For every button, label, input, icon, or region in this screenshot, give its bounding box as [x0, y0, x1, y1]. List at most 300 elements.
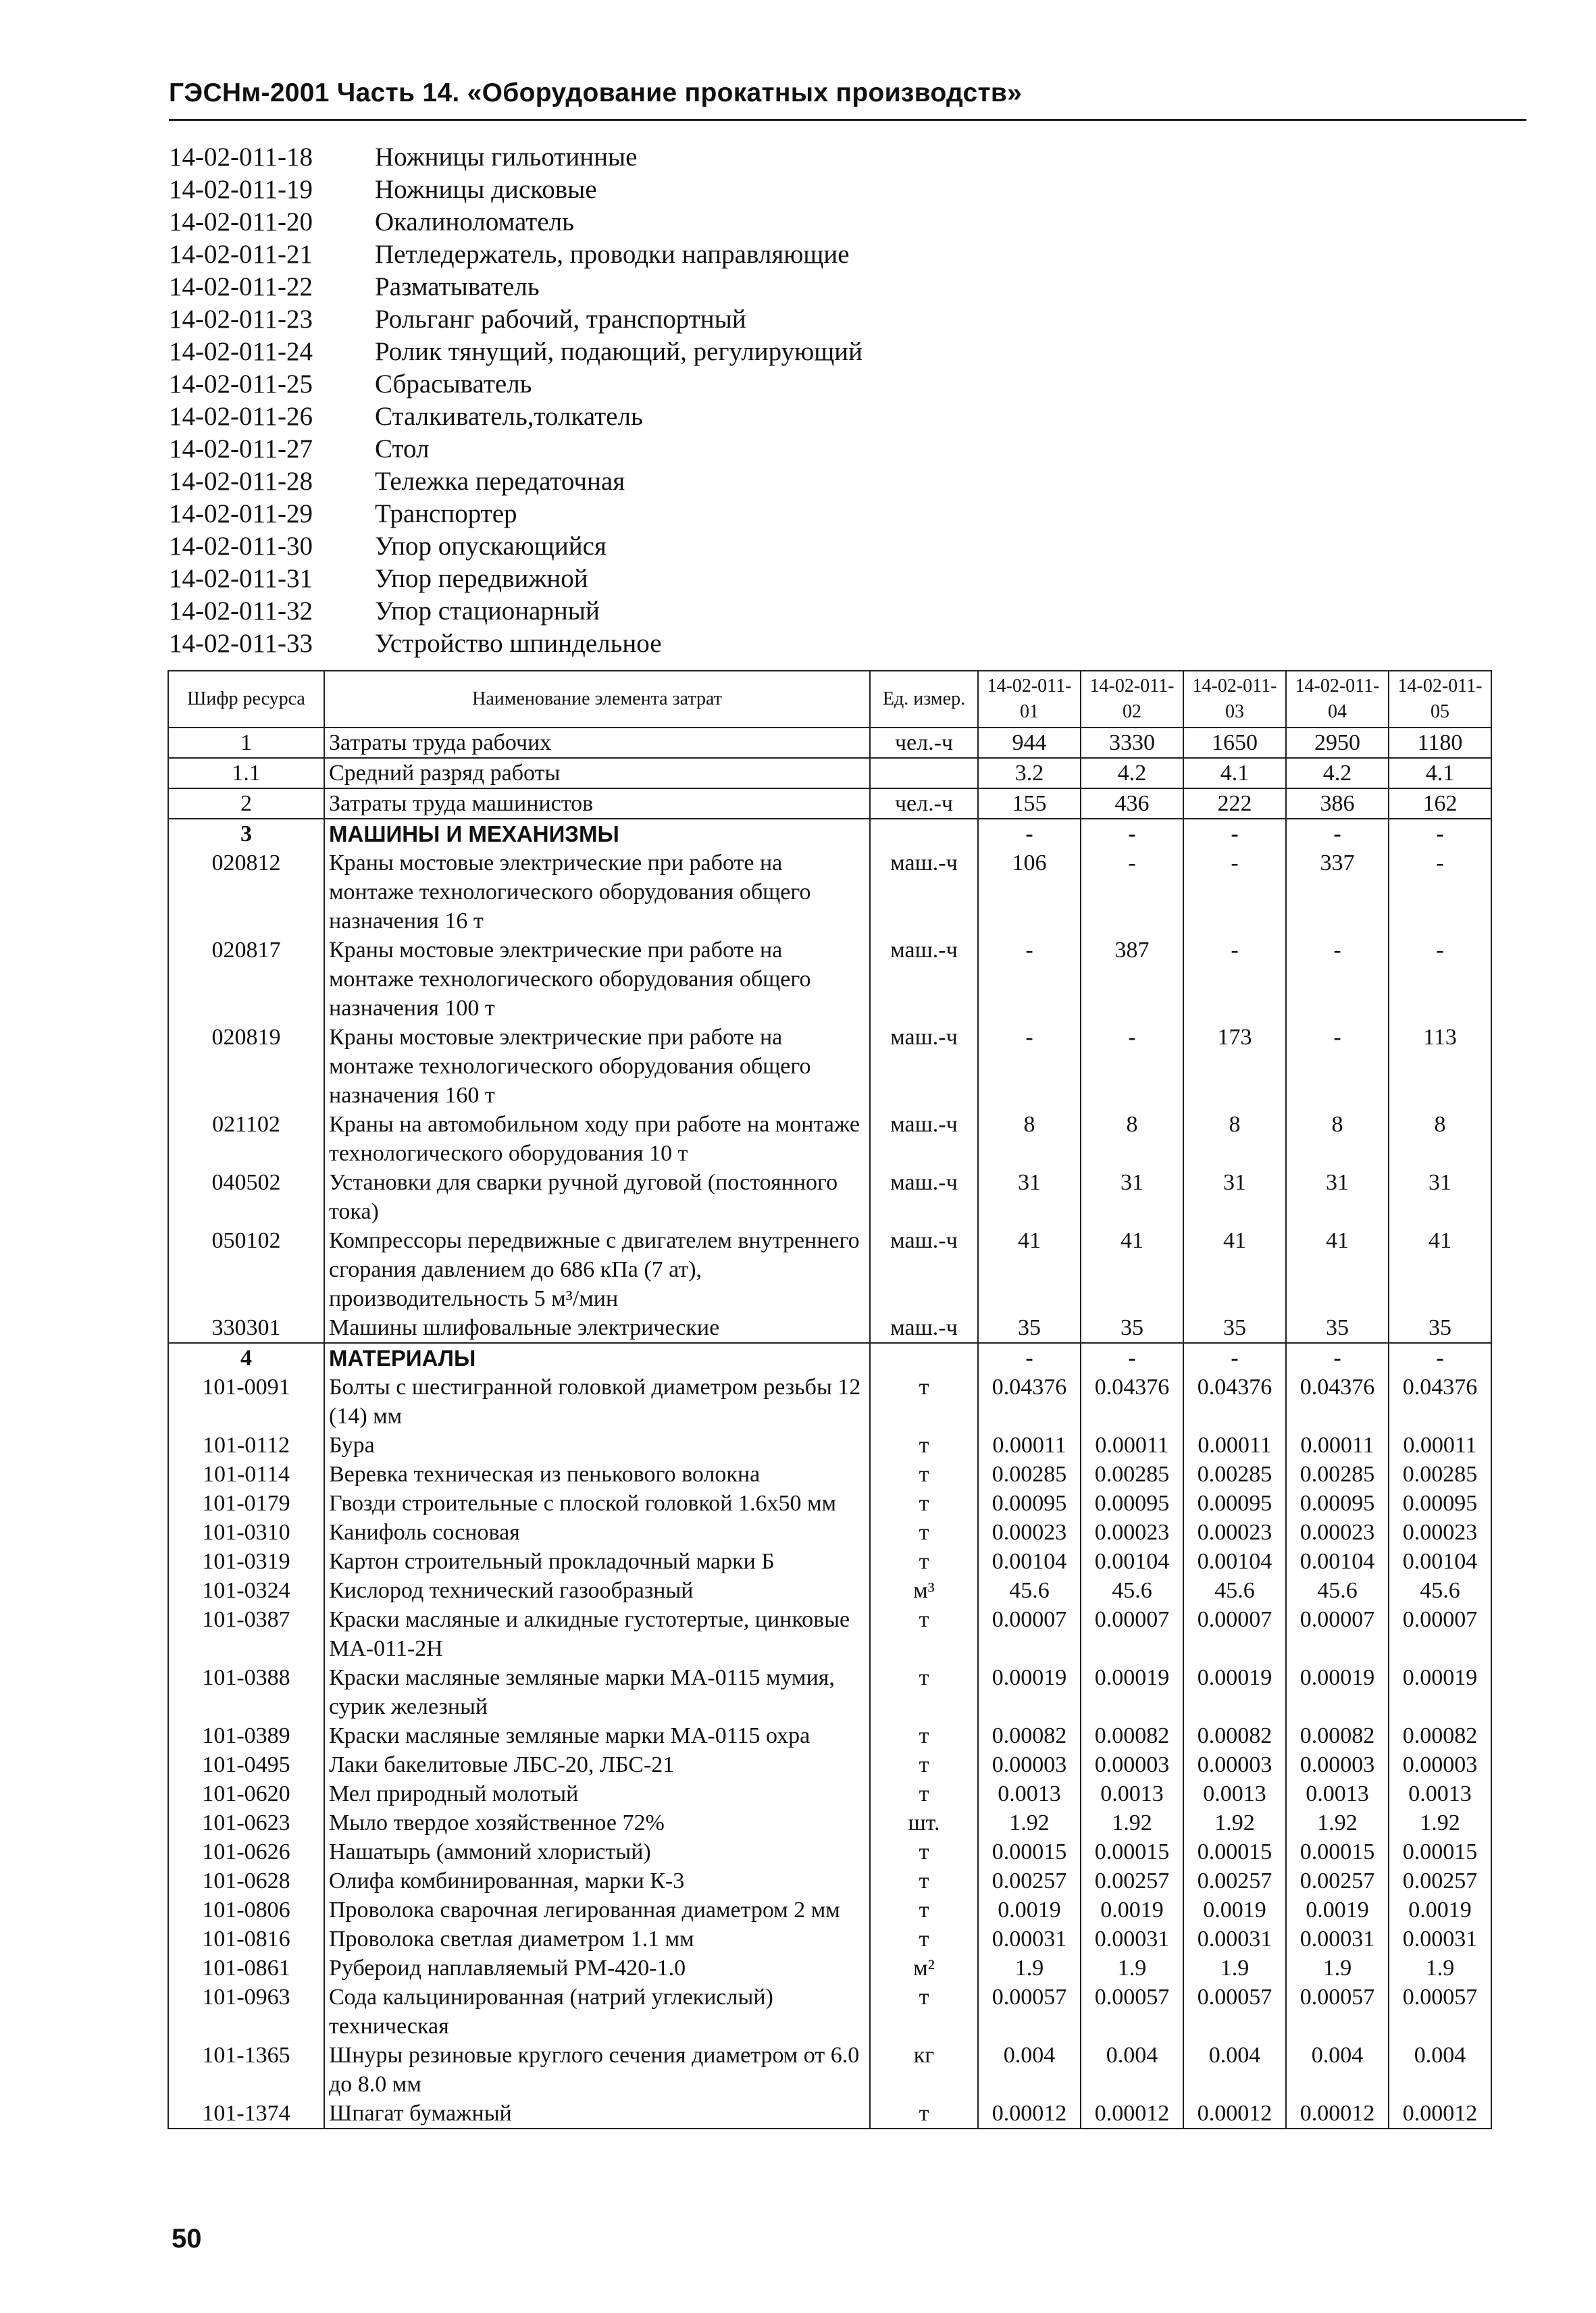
- value-cell: 0.04376: [1183, 1373, 1286, 1431]
- value-cell: 0.00285: [1389, 1460, 1491, 1489]
- value-cell: 0.00007: [1389, 1605, 1491, 1663]
- value-cell: 0.00011: [1183, 1431, 1286, 1460]
- value-cell: 0.00082: [1389, 1721, 1491, 1750]
- value-cell: 386: [1286, 788, 1389, 819]
- unit-cell: т: [870, 1837, 978, 1866]
- value-cell: 0.00095: [1389, 1489, 1491, 1518]
- unit-cell: [870, 758, 978, 788]
- table-row: [168, 1779, 1491, 1808]
- value-cell: 8: [1286, 1110, 1389, 1168]
- value-cell: 0.00104: [1389, 1547, 1491, 1576]
- code-list-name: Петледержатель, проводки направляющие: [375, 239, 850, 269]
- unit-cell: т: [870, 1431, 978, 1460]
- value-cell: -: [1389, 848, 1491, 936]
- value-cell: 0.00082: [978, 1721, 1081, 1750]
- value-cell: 0.00007: [978, 1605, 1081, 1663]
- value-cell: 0.00023: [1389, 1518, 1491, 1547]
- value-cell: 8: [1183, 1110, 1286, 1168]
- value-cell: -: [1183, 848, 1286, 936]
- cost-element-name: Краски масляные и алкидные густотертые, цинковые МА-011-2Н: [324, 1605, 870, 1663]
- value-cell: -: [978, 1343, 1081, 1373]
- resource-code: 101-0179: [168, 1489, 324, 1518]
- page-header: ГЭСНм-2001 Часть 14. «Оборудование прокатных производств»: [169, 78, 1023, 107]
- value-cell: 0.0019: [1286, 1896, 1389, 1925]
- value-cell: 0.0013: [1183, 1779, 1286, 1808]
- table-row: [168, 1226, 1491, 1313]
- unit-cell: маш.-ч: [870, 1168, 978, 1226]
- value-cell: 387: [1081, 936, 1183, 1023]
- cost-element-name: Сода кальцинированная (натрий углекислый) техническая: [324, 1983, 870, 2041]
- value-cell: 35: [1081, 1313, 1183, 1343]
- value-cell: 0.00104: [1286, 1547, 1389, 1576]
- resource-code: 101-0626: [168, 1837, 324, 1866]
- resource-code: 101-0114: [168, 1460, 324, 1489]
- cost-element-name: Шнуры резиновые круглого сечения диаметром от 6.0 до 8.0 мм: [324, 2041, 870, 2099]
- code-list-code: 14-02-011-18: [169, 142, 313, 172]
- table-row: [168, 2099, 1491, 2129]
- value-cell: 1.9: [1081, 1954, 1183, 1983]
- value-cell: 35: [1389, 1313, 1491, 1343]
- header-col-4: 14-02-011-04: [1286, 671, 1389, 728]
- value-cell: 1.9: [1286, 1954, 1389, 1983]
- value-cell: 0.0013: [978, 1779, 1081, 1808]
- table-row: [168, 1489, 1491, 1518]
- table-row: [168, 1925, 1491, 1954]
- table-row: [168, 758, 1491, 788]
- value-cell: 1.92: [1389, 1808, 1491, 1837]
- value-cell: 1.92: [978, 1808, 1081, 1837]
- value-cell: 0.00007: [1081, 1605, 1183, 1663]
- unit-cell: маш.-ч: [870, 1226, 978, 1313]
- value-cell: 0.00031: [978, 1925, 1081, 1954]
- resource-code: 040502: [168, 1168, 324, 1226]
- value-cell: 0.0019: [978, 1896, 1081, 1925]
- value-cell: 0.00285: [1081, 1460, 1183, 1489]
- value-cell: 0.00257: [978, 1866, 1081, 1896]
- value-cell: 3.2: [978, 758, 1081, 788]
- code-list-code: 14-02-011-32: [169, 596, 313, 626]
- code-list-item: [169, 141, 1520, 173]
- unit-cell: маш.-ч: [870, 1110, 978, 1168]
- resource-code: 021102: [168, 1110, 324, 1168]
- value-cell: 0.004: [1389, 2041, 1491, 2099]
- value-cell: -: [978, 936, 1081, 1023]
- cost-element-name: Краны мостовые электрические при работе на монтаже технологического оборудования общего назначения 160 т: [324, 1023, 870, 1110]
- resource-code: 101-0387: [168, 1605, 324, 1663]
- value-cell: 31: [978, 1168, 1081, 1226]
- table-row: [168, 1168, 1491, 1226]
- code-list-code: 14-02-011-21: [169, 239, 313, 269]
- resource-code: 020817: [168, 936, 324, 1023]
- value-cell: -: [1081, 819, 1183, 848]
- unit-cell: т: [870, 1547, 978, 1576]
- cost-element-name: Кислород технический газообразный: [324, 1576, 870, 1605]
- value-cell: 0.00095: [1183, 1489, 1286, 1518]
- value-cell: 0.00003: [1286, 1750, 1389, 1779]
- unit-cell: т: [870, 1489, 978, 1518]
- value-cell: 0.04376: [1389, 1373, 1491, 1431]
- unit-cell: [870, 819, 978, 848]
- code-list-item: [169, 303, 1520, 335]
- code-list-name: Устройство шпиндельное: [375, 628, 662, 658]
- value-cell: 0.0013: [1389, 1779, 1491, 1808]
- resource-code: 101-0628: [168, 1866, 324, 1896]
- value-cell: 1.92: [1286, 1808, 1389, 1837]
- cost-element-name: Лаки бакелитовые ЛБС-20, ЛБС-21: [324, 1750, 870, 1779]
- value-cell: 31: [1286, 1168, 1389, 1226]
- unit-cell: шт.: [870, 1808, 978, 1837]
- value-cell: 155: [978, 788, 1081, 819]
- resource-code: 4: [168, 1343, 324, 1373]
- code-list-item: [169, 627, 1520, 659]
- section-row: [168, 1343, 1491, 1373]
- unit-cell: т: [870, 1925, 978, 1954]
- resource-code: 101-0861: [168, 1954, 324, 1983]
- code-list-item: [169, 400, 1520, 432]
- page-number: 50: [172, 2224, 202, 2254]
- value-cell: 0.00012: [978, 2099, 1081, 2129]
- code-list-name: Ролик тянущий, подающий, регулирующий: [375, 336, 863, 366]
- value-cell: 0.00015: [978, 1837, 1081, 1866]
- code-list-name: Рольганг рабочий, транспортный: [375, 304, 746, 334]
- value-cell: 173: [1183, 1023, 1286, 1110]
- value-cell: 0.00003: [1183, 1750, 1286, 1779]
- code-list-item: [169, 594, 1520, 627]
- cost-element-name: Канифоль сосновая: [324, 1518, 870, 1547]
- table-row: [168, 1518, 1491, 1547]
- value-cell: 0.00019: [1183, 1663, 1286, 1721]
- table-row: [168, 1373, 1491, 1431]
- code-list-name: Транспортер: [375, 499, 517, 528]
- table-header-row: [168, 671, 1491, 728]
- value-cell: 4.2: [1286, 758, 1389, 788]
- code-list-name: Упор опускающийся: [375, 531, 607, 561]
- value-cell: 0.004: [1183, 2041, 1286, 2099]
- value-cell: 35: [1183, 1313, 1286, 1343]
- table-row: [168, 1023, 1491, 1110]
- value-cell: 0.0019: [1081, 1896, 1183, 1925]
- code-list-item: [169, 367, 1520, 400]
- value-cell: 0.04376: [1081, 1373, 1183, 1431]
- value-cell: 0.00082: [1081, 1721, 1183, 1750]
- value-cell: -: [1286, 936, 1389, 1023]
- value-cell: 0.00023: [1081, 1518, 1183, 1547]
- unit-cell: т: [870, 1663, 978, 1721]
- code-list-name: Ножницы дисковые: [375, 174, 597, 204]
- table-row: [168, 936, 1491, 1023]
- unit-cell: т: [870, 1721, 978, 1750]
- value-cell: 0.00019: [978, 1663, 1081, 1721]
- table-row: [168, 1750, 1491, 1779]
- value-cell: 0.00285: [1183, 1460, 1286, 1489]
- code-list-item: [169, 270, 1520, 303]
- value-cell: 8: [1081, 1110, 1183, 1168]
- value-cell: 0.00285: [1286, 1460, 1389, 1489]
- code-list-name: Окалиноломатель: [375, 207, 574, 236]
- value-cell: -: [1183, 1343, 1286, 1373]
- unit-cell: кг: [870, 2041, 978, 2099]
- cost-element-name: Шпагат бумажный: [324, 2099, 870, 2129]
- value-cell: 162: [1389, 788, 1491, 819]
- value-cell: 113: [1389, 1023, 1491, 1110]
- value-cell: 0.00095: [978, 1489, 1081, 1518]
- value-cell: 436: [1081, 788, 1183, 819]
- value-cell: 0.00015: [1183, 1837, 1286, 1866]
- value-cell: -: [978, 819, 1081, 848]
- value-cell: 35: [978, 1313, 1081, 1343]
- resource-code: 101-0310: [168, 1518, 324, 1547]
- resource-code: 101-0963: [168, 1983, 324, 2041]
- resource-code: 2: [168, 788, 324, 819]
- resource-code: 101-0112: [168, 1431, 324, 1460]
- value-cell: 0.00031: [1183, 1925, 1286, 1954]
- value-cell: -: [1389, 1343, 1491, 1373]
- unit-cell: чел.-ч: [870, 728, 978, 758]
- value-cell: 0.004: [978, 2041, 1081, 2099]
- value-cell: 1.92: [1183, 1808, 1286, 1837]
- value-cell: 41: [1389, 1226, 1491, 1313]
- value-cell: 0.00012: [1389, 2099, 1491, 2129]
- table-row: [168, 728, 1491, 758]
- unit-cell: маш.-ч: [870, 1313, 978, 1343]
- cost-element-name: Веревка техническая из пенькового волокна: [324, 1460, 870, 1489]
- value-cell: 0.00104: [978, 1547, 1081, 1576]
- value-cell: 0.00011: [1389, 1431, 1491, 1460]
- value-cell: 0.00015: [1081, 1837, 1183, 1866]
- resource-code: 101-0388: [168, 1663, 324, 1721]
- resource-code: 101-0623: [168, 1808, 324, 1837]
- code-list-name: Сбрасыватель: [375, 369, 532, 399]
- header-code: Шифр ресурса: [168, 671, 324, 728]
- value-cell: 0.00011: [1286, 1431, 1389, 1460]
- value-cell: 0.00257: [1389, 1866, 1491, 1896]
- value-cell: 0.00007: [1286, 1605, 1389, 1663]
- value-cell: 0.0019: [1183, 1896, 1286, 1925]
- value-cell: 0.0019: [1389, 1896, 1491, 1925]
- header-col-2: 14-02-011-02: [1081, 671, 1183, 728]
- resource-code: 020812: [168, 848, 324, 936]
- code-list-code: 14-02-011-28: [169, 466, 313, 496]
- value-cell: 0.00012: [1183, 2099, 1286, 2129]
- value-cell: 222: [1183, 788, 1286, 819]
- cost-element-name: Машины шлифовальные электрические: [324, 1313, 870, 1343]
- value-cell: -: [1081, 848, 1183, 936]
- value-cell: 45.6: [1081, 1576, 1183, 1605]
- value-cell: 0.00023: [1286, 1518, 1389, 1547]
- unit-cell: м³: [870, 1576, 978, 1605]
- value-cell: 4.1: [1183, 758, 1286, 788]
- value-cell: -: [1081, 1343, 1183, 1373]
- value-cell: 0.00104: [1081, 1547, 1183, 1576]
- unit-cell: т: [870, 1518, 978, 1547]
- header-col-5: 14-02-011-05: [1389, 671, 1491, 728]
- value-cell: 106: [978, 848, 1081, 936]
- value-cell: 0.00095: [1286, 1489, 1389, 1518]
- cost-element-name: Краски масляные земляные марки МА-0115 охра: [324, 1721, 870, 1750]
- code-list-name: Ножницы гильотинные: [375, 142, 638, 172]
- table-row: [168, 1808, 1491, 1837]
- value-cell: 0.00057: [1389, 1983, 1491, 2041]
- resource-code: 101-0389: [168, 1721, 324, 1750]
- section-row: [168, 819, 1491, 848]
- code-list-name: Разматыватель: [375, 272, 540, 301]
- code-list-item: [169, 465, 1520, 497]
- value-cell: 0.00007: [1183, 1605, 1286, 1663]
- value-cell: 0.0013: [1081, 1779, 1183, 1808]
- cost-element-name: Проволока сварочная легированная диаметром 2 мм: [324, 1896, 870, 1925]
- cost-element-name: Мыло твердое хозяйственное 72%: [324, 1808, 870, 1837]
- code-list-item: [169, 238, 1520, 270]
- cost-element-name: Рубероид наплавляемый РМ-420-1.0: [324, 1954, 870, 1983]
- code-list-code: 14-02-011-30: [169, 531, 313, 561]
- value-cell: 45.6: [978, 1576, 1081, 1605]
- value-cell: 0.00012: [1286, 2099, 1389, 2129]
- value-cell: 35: [1286, 1313, 1389, 1343]
- value-cell: 0.004: [1081, 2041, 1183, 2099]
- value-cell: 45.6: [1183, 1576, 1286, 1605]
- cost-element-name: Средний разряд работы: [324, 758, 870, 788]
- table-row: [168, 1110, 1491, 1168]
- value-cell: 3330: [1081, 728, 1183, 758]
- value-cell: -: [1389, 936, 1491, 1023]
- code-list-name: Упор передвижной: [375, 563, 588, 593]
- unit-cell: т: [870, 2099, 978, 2129]
- code-list-item: [169, 497, 1520, 530]
- value-cell: 0.00057: [1081, 1983, 1183, 2041]
- value-cell: 0.0013: [1286, 1779, 1389, 1808]
- value-cell: 4.1: [1389, 758, 1491, 788]
- cost-element-name: МАТЕРИАЛЫ: [324, 1343, 870, 1373]
- value-cell: 41: [1183, 1226, 1286, 1313]
- code-list-name: Стол: [375, 434, 430, 463]
- code-list-code: 14-02-011-33: [169, 628, 313, 658]
- value-cell: -: [1183, 936, 1286, 1023]
- unit-cell: т: [870, 1779, 978, 1808]
- value-cell: 0.00057: [1286, 1983, 1389, 2041]
- resource-code: 1.1: [168, 758, 324, 788]
- table-row: [168, 1837, 1491, 1866]
- code-list-item: [169, 335, 1520, 367]
- cost-element-name: Компрессоры передвижные с двигателем внутреннего сгорания давлением до 686 кПа (7 ат), производительность 5 м³/мин: [324, 1226, 870, 1313]
- resource-code: 101-0816: [168, 1925, 324, 1954]
- cost-element-name: Затраты труда машинистов: [324, 788, 870, 819]
- value-cell: -: [978, 1023, 1081, 1110]
- code-list: [169, 141, 1520, 659]
- cost-element-name: Мел природный молотый: [324, 1779, 870, 1808]
- value-cell: 0.00011: [1081, 1431, 1183, 1460]
- unit-cell: чел.-ч: [870, 788, 978, 819]
- resource-code: 101-0620: [168, 1779, 324, 1808]
- table-row: [168, 1431, 1491, 1460]
- resource-code: 330301: [168, 1313, 324, 1343]
- value-cell: 8: [1389, 1110, 1491, 1168]
- value-cell: 0.00003: [1389, 1750, 1491, 1779]
- value-cell: -: [1286, 819, 1389, 848]
- table-row: [168, 1954, 1491, 1983]
- value-cell: 0.00031: [1081, 1925, 1183, 1954]
- value-cell: -: [1183, 819, 1286, 848]
- code-list-item: [169, 530, 1520, 562]
- cost-element-name: Гвозди строительные с плоской головкой 1.6x50 мм: [324, 1489, 870, 1518]
- table-row: [168, 848, 1491, 936]
- value-cell: 0.004: [1286, 2041, 1389, 2099]
- code-list-code: 14-02-011-19: [169, 174, 313, 204]
- code-list-item: [169, 432, 1520, 465]
- value-cell: 1.92: [1081, 1808, 1183, 1837]
- cost-element-name: Краски масляные земляные марки МА-0115 мумия, сурик железный: [324, 1663, 870, 1721]
- value-cell: 2950: [1286, 728, 1389, 758]
- value-cell: 41: [1081, 1226, 1183, 1313]
- value-cell: 4.2: [1081, 758, 1183, 788]
- value-cell: 0.00019: [1081, 1663, 1183, 1721]
- value-cell: 0.04376: [978, 1373, 1081, 1431]
- cost-element-name: Олифа комбинированная, марки К-3: [324, 1866, 870, 1896]
- value-cell: 0.00019: [1286, 1663, 1389, 1721]
- cost-element-name: Затраты труда рабочих: [324, 728, 870, 758]
- value-cell: 1.9: [1389, 1954, 1491, 1983]
- cost-element-name: Краны мостовые электрические при работе на монтаже технологического оборудования общего назначения 100 т: [324, 936, 870, 1023]
- cost-element-name: Картон строительный прокладочный марки Б: [324, 1547, 870, 1576]
- unit-cell: маш.-ч: [870, 1023, 978, 1110]
- unit-cell: т: [870, 1983, 978, 2041]
- table-row: [168, 1605, 1491, 1663]
- value-cell: 1180: [1389, 728, 1491, 758]
- value-cell: 31: [1081, 1168, 1183, 1226]
- resource-code: 101-0091: [168, 1373, 324, 1431]
- value-cell: 45.6: [1286, 1576, 1389, 1605]
- value-cell: 0.00285: [978, 1460, 1081, 1489]
- value-cell: 0.04376: [1286, 1373, 1389, 1431]
- value-cell: 0.00012: [1081, 2099, 1183, 2129]
- cost-element-name: Болты с шестигранной головкой диаметром резьбы 12 (14) мм: [324, 1373, 870, 1431]
- table-body: [168, 728, 1491, 2129]
- code-list-item: [169, 562, 1520, 594]
- resource-code: 101-0319: [168, 1547, 324, 1576]
- code-list-code: 14-02-011-24: [169, 336, 313, 366]
- cost-element-name: Краны мостовые электрические при работе на монтаже технологического оборудования общего назначения 16 т: [324, 848, 870, 936]
- value-cell: -: [1286, 1023, 1389, 1110]
- value-cell: 0.00082: [1286, 1721, 1389, 1750]
- value-cell: 0.00104: [1183, 1547, 1286, 1576]
- value-cell: 31: [1389, 1168, 1491, 1226]
- value-cell: 41: [1286, 1226, 1389, 1313]
- cost-element-name: МАШИНЫ И МЕХАНИЗМЫ: [324, 819, 870, 848]
- value-cell: -: [1389, 819, 1491, 848]
- unit-cell: т: [870, 1605, 978, 1663]
- header-unit: Ед. измер.: [870, 671, 978, 728]
- value-cell: -: [1081, 1023, 1183, 1110]
- resource-code: 050102: [168, 1226, 324, 1313]
- code-list-code: 14-02-011-23: [169, 304, 313, 334]
- value-cell: 31: [1183, 1168, 1286, 1226]
- table-row: [168, 1313, 1491, 1343]
- table-row: [168, 1983, 1491, 2041]
- value-cell: 0.00257: [1286, 1866, 1389, 1896]
- table-row: [168, 1460, 1491, 1489]
- value-cell: 0.00015: [1286, 1837, 1389, 1866]
- table-row: [168, 1721, 1491, 1750]
- value-cell: 0.00257: [1183, 1866, 1286, 1896]
- unit-cell: маш.-ч: [870, 848, 978, 936]
- header-rule: [169, 119, 1526, 121]
- code-list-item: [169, 205, 1520, 238]
- resource-code: 1: [168, 728, 324, 758]
- value-cell: 8: [978, 1110, 1081, 1168]
- value-cell: 0.00011: [978, 1431, 1081, 1460]
- code-list-name: Упор стационарный: [375, 596, 600, 626]
- header-col-3: 14-02-011-03: [1183, 671, 1286, 728]
- table-row: [168, 1896, 1491, 1925]
